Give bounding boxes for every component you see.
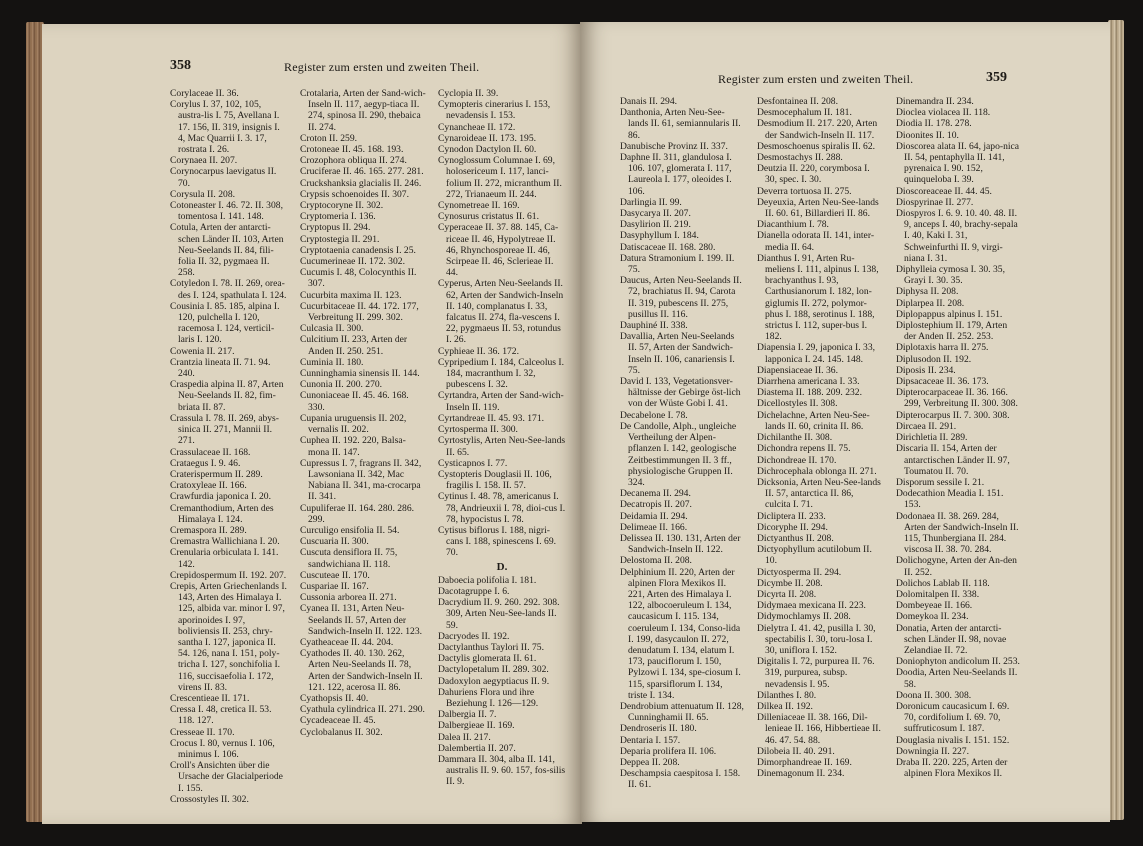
index-entry: Dichrocephala oblonga II. 271. [757,465,877,477]
index-entry: Dilkea II. 192. [757,700,813,712]
index-entry: Desmostachys II. 288. [757,152,843,164]
index-entry: De Candolle, Alph., ungleiche Vertheilung der Alpen-pflanzen I. 142, geologische Zeitbestimmungen II. 3 ff., physiologische Gruppen II. 324. [620,420,737,488]
index-entry: Cyrtandreae II. 45. 93. 171. [438,412,545,424]
index-entry: Danubische Provinz II. 337. [620,140,728,152]
index-entry: Deschampsia caespitosa I. 158. II. 61. [620,768,741,791]
index-entry: Cotoneaster I. 46. 72. II. 308, tomentosa I. 141. 148. [170,200,283,223]
index-entry: Dipterocarpus II. 7. 300. 308. [896,409,1010,421]
index-entry: Cratoxyleae II. 166. [170,480,247,492]
index-entry: Diospyrinae II. 277. [896,196,974,208]
index-entry: Dielytra I. 41. 42, pusilla I. 30, spectabilis I. 30, toru-losa I. 30, uniflora I. 152. [757,622,876,656]
index-entry: Dentaria I. 157. [620,734,681,746]
index-entry: Dicliptera II. 233. [757,510,826,522]
index-entry: Dalembertia II. 207. [438,742,516,754]
right-column-3 [896,96,1020,779]
index-entry: Cressa I. 48, cretica II. 53. 118. 127. [170,704,272,727]
index-entry: Doniophyton andicolum II. 253. [896,656,1020,668]
index-entry: Dalbergieae II. 169. [438,720,515,732]
index-entry: Dimorphandreae II. 169. [757,756,852,768]
index-entry: Cynoglossum Columnae I. 69, holosericeum I. 117, lanci-folium II. 272, micranthum II. 272, Trianaeum II. 244. [438,155,562,200]
index-entry: Diplarpea II. 208. [896,297,965,309]
index-entry: Darlingia II. 99. [620,196,682,208]
index-entry: Dichondra repens II. 75. [757,443,851,455]
index-entry: Dactylanthus Taylori II. 75. [438,641,544,653]
index-entry: Dasycarya II. 207. [620,208,691,220]
index-entry: Decabelone I. 78. [620,409,688,421]
index-entry: Desfontainea II. 208. [757,96,838,107]
index-entry: Cryptocoryne II. 302. [300,200,384,212]
index-entry: Cyclopia II. 39. [438,88,499,99]
index-entry: Cynosurus cristatus II. 61. [438,211,539,223]
index-entry: Crocus I. 80, vernus I. 106, minimus I. 106. [170,737,275,760]
index-entry: Cunonia II. 200. 270. [300,379,383,391]
index-entry: Dolomitalpen II. 338. [896,588,980,600]
index-entry: Diphylleia cymosa I. 30. 35, Grayi I. 30. 35. [896,264,1005,287]
index-entry: Cyrtandra, Arten der Sand-wich-Inseln II. 119. [438,390,564,413]
index-entry: Daucus, Arten Neu-Seelands II. 72, brachiatus II. 94, Carota II. 319, pubescens II. 275, pusillus II. 116. [620,275,742,320]
index-entry: Deidamia II. 294. [620,510,688,522]
index-entry: Crepidospermum II. 192. 207. [170,569,287,581]
index-entry: Diplostephium II. 179, Arten der Anden II. 252. 253. [896,320,1008,343]
index-entry: Cupuliferae II. 164. 280. 286. 299. [300,502,415,525]
index-entry: Diplopappus alpinus I. 151. [896,308,1003,320]
index-entry: Crataegus I. 9. 46. [170,457,241,469]
index-entry: Cyatheaceae II. 44. 204. [300,636,394,648]
index-entry: Diodia II. 178. 278. [896,118,972,130]
index-entry: Croton II. 259. [300,132,358,144]
index-entry: Cucurbita maxima II. 123. [300,289,402,301]
index-entry: Dauphiné II. 338. [620,320,688,332]
index-entry: Cuscuaria II. 300. [300,536,369,548]
index-entry: Cynaroideae II. 173. 195. [438,132,537,144]
index-entry: Daboecia polifolia I. 181. [438,574,537,586]
index-entry: Cousinia I. 85. 185, alpina I. 120, pulchella I. 120, racemosa I. 124, verticil-laris I. 120. [170,300,280,346]
index-entry: Dicoryphe II. 294. [757,521,828,533]
index-entry: Cucumis I. 48, Colocynthis II. 307. [300,267,417,290]
index-entry: Cyperaceae II. 37. 88. 145, Ca-riceae II. 46, Hypolytreae II. 46, Rhynchosporeae II. 46, Scirpeae II. 46, Sclerieae II. 44. [438,222,559,279]
index-entry: Dadoxylon aegyptiacus II. 9. [438,675,550,687]
index-entry: Cryptotaenia canadensis I. 25. [300,244,416,256]
index-entry: Dendroseris II. 180. [620,723,697,735]
left-running-head: Register zum ersten und zweiten Theil. [284,60,480,74]
index-entry: Dahuriens Flora und ihre Beziehung I. 126—129. [438,686,539,709]
right-page-number: 359 [986,70,1007,85]
section-letter-d: D. [496,560,508,573]
index-entry: Cruckshanksia glacialis II. 246. [300,177,422,189]
index-entry: Crenularia orbiculata I. 141. 142. [170,547,279,570]
index-entry: Dicksonia, Arten Neu-See-lands II. 57, antarctica II. 86, culcita I. 71. [757,476,881,511]
index-entry: Dircaea II. 291. [896,420,957,432]
index-entry: Dilobeia II. 40. 291. [757,745,835,757]
index-entry: Cystopteris Douglasii II. 106, fragilis I. 158. II. 57. [438,468,552,492]
index-entry: Cunninghamia sinensis II. 144. [300,368,420,380]
index-entry: Crotoneae II. 45. 168. 193. [300,144,404,156]
index-entry: Cytinus I. 48. 78, americanus I. 78, Andrieuxii I. 78, dioi-cus I. 78, hypocistus I. 78. [438,491,566,525]
right-column-1 [620,96,744,791]
index-entry: Dodecathion Meadia I. 151. 153. [896,488,1004,511]
index-entry: Diacanthium I. 78. [757,219,829,231]
index-entry: Delissea II. 130. 131, Arten der Sandwich-Inseln II. 122. [620,532,741,556]
index-entry: Crossostyles II. 302. [170,793,249,805]
index-entry: Crotalaria, Arten der Sand-wich-Inseln II. 117, aegyp-tiaca II. 274, spinosa II. 290, thebaica II. 274. [300,88,426,133]
index-entry: Delphinium II. 220, Arten der alpinen Flora Mexikos II. 221, Arten des Himalaya I. 122, albocoeruleum I. 134, caucasicum I. 115. 134, coeruleum I. 134, Conso-lida I. 199, dasycaulon II. 272, denudatum I. 134, elatum I. 173, pauciflorum I. 150, Pylzowi I. 134, spe-ciosum I. 115, sparsiflorum I. 134, triste I. 134. [620,566,741,701]
index-entry: Cotula, Arten der antarcti-schen Länder II. 103, Arten Neu-Seelands II. 84, fili-folia II. 32, pygmaea II. 258. [170,222,284,279]
index-entry: Dammara II. 304, alba II. 141, australis II. 9. 60. 157, fos-silis II. 9. [438,753,566,788]
index-entry: Cynancheae II. 172. [438,121,516,133]
index-entry: Corynaea II. 207. [170,155,238,167]
index-entry: Cupania uruguensis II. 202, vernalis II. 202. [300,412,407,436]
index-entry: Daphne II. 311, glandulosa I. 106. 107, glomerata I. 117, Laureola I. 177, oleoides I. 106. [620,152,732,197]
index-entry: Diposis II. 234. [896,364,956,376]
index-entry: Cyanea II. 131, Arten Neu-Seelands II. 57, Arten der Sandwich-Inseln II. 122. 123. [300,603,423,637]
index-entry: Dichilanthe II. 308. [757,432,833,444]
index-entry: Desmocephalum II. 181. [757,107,852,119]
index-entry: Cussonia arborea II. 271. [300,592,397,604]
right-column-2 [757,96,881,779]
index-entry: Dicymbe II. 208. [757,577,823,589]
index-entry: Discaria II. 154, Arten der antarctischen Länder II. 97, Toumatou II. 70. [896,443,1010,477]
index-entry: Deutzia II. 220, corymbosa I. 30, spec. I. 30. [757,163,870,186]
index-entry: Didymochlamys II. 208. [757,611,851,623]
index-entry: Decanema II. 294. [620,488,691,500]
index-entry: Cyclobalanus II. 302. [300,726,383,738]
index-entry: Cyrtosperma II. 300. [438,424,518,436]
index-entry: Cremanthodium, Arten des Himalaya I. 124. [170,502,274,525]
index-entry: Dombeyeae II. 166. [896,600,973,612]
index-entry: Corynocarpus laevigatus II. 70. [170,166,277,189]
index-entry: Dinemagonum II. 234. [757,768,845,780]
index-entry: Dasyphyllum I. 184. [620,230,699,242]
index-entry: Culcitium II. 233, Arten der Anden II. 250. 251. [300,334,408,357]
index-entry: Crescentieae II. 171. [170,692,250,704]
index-entry: Dactylis glomerata II. 61. [438,653,537,665]
index-entry: Corylaceae II. 36. [170,88,239,99]
index-entry: Cryptopus II. 294. [300,222,371,234]
index-entry: Dacotagruppe I. 6. [438,585,510,597]
index-entry: Cunoniaceae II. 45. 46. 168. 330. [300,390,409,413]
index-entry: Disporum sessile I. 21. [896,476,985,488]
page-edges-right [1108,20,1124,820]
index-entry: Culcasia II. 300. [300,323,364,335]
index-entry: Diphysa II. 208. [896,286,959,298]
index-entry: Deverra tortuosa II. 275. [757,185,852,197]
index-entry: Crepis, Arten Griechenlands I. 143, Arten des Himalaya I. 125, albida var. minor I. 97, aporinoides I. 97, boliviensis II. 253, chry-santha I. 127, japonica II. 54. 126, nana I. 151, poly-tricha I. 127, sonchifolia I. 116, succisaefolia I. 172, virens II. 83. [170,580,287,693]
index-entry: Cytisus biflorus I. 188, nigri-cans I. 188, spinescens I. 69. 70. [438,524,557,559]
index-entry: Crozophora obliqua II. 274. [300,155,407,167]
index-entry: Crantzia lineata II. 71. 94. 240. [170,356,271,380]
index-entry: Draba II. 220. 225, Arten der alpinen Flora Mexikos II. [896,756,1008,780]
index-entry: Cyrtostylis, Arten Neu-See-lands II. 65. [438,435,566,458]
index-entry: Cuscuta densiflora II. 75, sandwichiana II. 118. [300,547,398,570]
index-entry: Cowenia II. 217. [170,345,235,357]
index-entry: Cypripedium I. 184, Calceolus I. 184, macranthum I. 32, pubescens I. 32. [438,356,565,391]
index-entry: Corysula II. 208. [170,188,236,200]
index-entry: Dipsacaceae II. 36. 173. [896,376,989,388]
index-entry: Cruciferae II. 46. 165. 277. 281. [300,166,424,178]
index-entry: Cuphea II. 192. 220, Balsa-mona II. 147. [300,435,406,458]
index-entry: Cyathodes II. 40. 130. 262, Arten Neu-Seelands II. 78, Arten der Sandwich-Inseln II. 121. 122, acerosa II. 86. [300,648,423,693]
index-entry: Datiscaceae II. 168. 280. [620,241,716,253]
index-entry: Cotyledon I. 78. II. 269, orea-des I. 124, spathulata I. 124. [170,278,287,301]
index-entry: Cremaspora II. 289. [170,524,247,536]
index-entry: Diapensiaceae II. 36. [757,364,838,376]
index-entry: Dichondreae II. 170. [757,454,837,466]
index-entry: Corylus I. 37, 102, 105, austra-lis I. 75, Avellana I. 17. 156, II. 319, insignis I. 4, Mac Quarrii I. 3. 17, rostrata I. 26. [170,99,280,156]
index-entry: Dipterocarpaceae II. 36. 166. 299, Verbreitung II. 300. 308. [896,387,1018,410]
index-entry: Diplotaxis harra II. 275. [896,342,989,354]
index-entry: Craterispermum II. 289. [170,468,263,480]
index-entry: Crassulaceae II. 168. [170,446,251,458]
index-entry: Dacryodes II. 192. [438,630,510,642]
index-entry: Danais II. 294. [620,96,678,107]
index-entry: Dictyanthus II. 208. [757,532,834,544]
index-entry: Cucurbitaceae II. 44. 172. 177, Verbreitung II. 299. 302. [300,300,419,324]
index-entry: Dictyosperma II. 294. [757,566,842,578]
left-column-3-d-entries [438,575,566,788]
index-entry: Dioscoreaceae II. 44. 45. [896,185,992,197]
index-entry: Curculigo ensifolia II. 54. [300,524,400,536]
index-entry: Dinemandra II. 234. [896,96,974,107]
index-entry: Didymaea mexicana II. 223. [757,600,866,612]
index-entry: Dirichletia II. 289. [896,432,968,444]
index-entry: Danthonia, Arten Neu-See-lands II. 61, semiannularis II. 86. [620,107,741,141]
index-entry: Dicellostyles II. 308. [757,398,838,410]
index-entry: Dioonites II. 10. [896,129,959,141]
index-entry: Dilanthes I. 80. [757,689,817,701]
index-entry: Crawfurdia japonica I. 20. [170,491,271,503]
index-entry: Dioclea violacea II. 118. [896,107,991,119]
index-entry: Dalea II. 217. [438,731,491,743]
index-entry: Decatropis II. 207. [620,499,692,511]
index-entry: Deparia prolifera II. 106. [620,745,717,757]
index-entry: Diospyros I. 6. 9. 10. 40. 48. II. 9, anceps I. 40, brachy-sepala I. 40, Kaki I. 31, Schweinfurthi II. 9, virgi-niana I. 31. [896,208,1018,264]
right-running-head: Register zum ersten und zweiten Theil. [718,72,914,86]
left-column-3 [438,88,566,788]
index-entry: Deppea II. 208. [620,756,680,768]
index-entry: Deyeuxia, Arten Neu-See-lands II. 60. 61, Billardieri II. 86. [757,196,879,220]
index-entry: Digitalis I. 72, purpurea II. 76. 319, purpurea, subsp. nevadensis I. 95. [757,656,875,690]
index-entry: Dilleniaceae II. 38. 166, Dil-lenieae II. 166, Hibbertieae II. 46. 47. 54. 88. [757,712,881,746]
index-entry: Desmoschoenus spiralis II. 62. [757,140,876,152]
index-entry: Dianthus I. 91, Arten Ru-meliens I. 111, alpinus I. 138, brachyanthus I. 93, Carthusianorum I. 182, lon-giglumis II. 272, polymor-phus I. 188, serotinus I. 188, strictus I. 112, super-bus I. 182. [757,252,879,343]
index-entry: Cyathula cylindrica II. 271. 290. [300,704,425,716]
index-entry: Downingia II. 227. [896,745,970,757]
index-entry: Delimeae II. 166. [620,521,688,533]
index-entry: Craspedia alpina II. 87, Arten Neu-Seelands II. 82, fim-briata II. 87. [170,379,284,413]
index-entry: Cynodon Dactylon II. 60. [438,144,537,156]
index-entry: Dacrydium II. 9. 260. 292. 308. 309, Arten Neu-See-lands II. 59. [438,597,560,631]
index-entry: Cupressus I. 7, fragrans II. 342, Lawsoniana II. 342, Mac Nabiana II. 341, ma-crocarpa II. 341. [300,457,422,503]
index-entry: Cuspariae II. 167. [300,580,369,592]
index-entry: Diplusodon II. 192. [896,353,972,365]
index-entry: Cryptomeria I. 136. [300,211,376,223]
index-entry: Donatia, Arten der antarcti-schen Länder II. 98, novae Zelandiae II. 72. [896,622,1007,656]
index-entry: Cyperus, Arten Neu-Seelands II. 62, Arten der Sandwich-Inseln II. 140, complanatus I. 33, falcatus II. 274, fla-vescens I. 22, pygmaeus II. 53, rotundus I. 26. [438,278,564,346]
index-entry: Dioscorea alata II. 64, japo-nica II. 54, pentaphylla II. 141, pyrenaica I. 90. 152, quinqueloba I. 39. [896,140,1020,186]
index-entry: Cuscuteae II. 170. [300,569,370,581]
index-entry: Dendrobium attenuatum II. 128, Cunninghamii II. 65. [620,700,744,724]
index-entry: Cynometreae II. 169. [438,200,520,212]
index-entry: David I. 133, Vegetationsver-hältnisse der Gebirge öst-lich von der Wüste Gobi I. 41. [620,376,741,410]
index-entry: Dodonaea II. 38. 269. 284, Arten der Sandwich-Inseln II. 115, Thunbergiana II. 284. viscosa II. 38. 70. 284. [896,510,1019,556]
index-entry: Cymopteris cinerarius I. 153, nevadensis I. 153. [438,99,551,122]
left-column-2 [300,88,426,738]
index-entry: Doona II. 300. 308. [896,689,972,701]
index-entry: Dolichos Lablab II. 118. [896,577,990,589]
index-entry: Cuminia II. 180. [300,356,364,368]
index-entry: Cysticapnos I. 77. [438,457,508,469]
index-entry: Diarrhena americana I. 33. [757,376,860,388]
index-entry: Domeykoa II. 234. [896,611,969,623]
index-entry: Cremastra Wallichiana I. 20. [170,536,280,548]
index-entry: Dicyrta II. 208. [757,588,817,600]
index-entry: Diastema II. 188. 209. 232. [757,387,862,399]
index-entry: Delostoma II. 208. [620,555,692,567]
index-entry: Cresseae II. 170. [170,726,235,738]
index-entry: Dianella odorata II. 141, inter-media II. 64. [757,230,875,253]
left-page-number: 358 [170,58,191,73]
index-entry: Douglasia nivalis I. 151. 152. [896,734,1010,746]
index-entry: Dalbergia II. 7. [438,709,497,721]
index-entry: Cyathopsis II. 40. [300,692,369,704]
index-entry: Dasylirion II. 219. [620,219,691,231]
index-entry: Dolichogyne, Arten der An-den II. 252. [896,555,1017,578]
index-entry: Datura Stramonium I. 199. II. 75. [620,252,735,276]
index-entry: Cycadeaceae II. 45. [300,715,376,727]
index-entry: Croll's Ansichten über die Ursache der Glacialperiode I. 155. [170,760,283,794]
index-entry: Desmodium II. 217. 220, Arten der Sandwich-Inseln II. 117. [757,118,878,141]
index-entry: Dictyophyllum acutilobum II. 10. [757,544,872,567]
index-entry: Cryptostegia II. 291. [300,233,380,245]
index-entry: Doodia, Arten Neu-Seelands II. 58. [896,667,1018,690]
left-column-3-c-entries [438,88,566,559]
index-entry: Diapensia I. 29, japonica I. 33, lapponica I. 24. 145. 148. [757,342,876,365]
index-entry: Cyphieae II. 36. 172. [438,345,519,357]
index-entry: Dactylopetalum II. 289. 302. [438,664,549,676]
left-column-1 [170,88,288,805]
index-entry: Doronicum caucasicum I. 69. 70, cordifolium I. 69. 70, suffruticosum I. 187. [896,700,1010,735]
index-entry: Dichelachne, Arten Neu-See-lands II. 60, crinita II. 86. [757,409,870,432]
index-entry: Crypsis schoenoides II. 307. [300,188,409,200]
index-entry: Davallia, Arten Neu-Seelands II. 57, Arten der Sandwich-Inseln II. 106, canariensis I. 75. [620,331,735,376]
index-entry: Crassula I. 78. II. 269, abys-sinica II. 271, Mannii II. 271. [170,412,279,447]
index-entry: Cucumerineae II. 172. 302. [300,256,405,268]
